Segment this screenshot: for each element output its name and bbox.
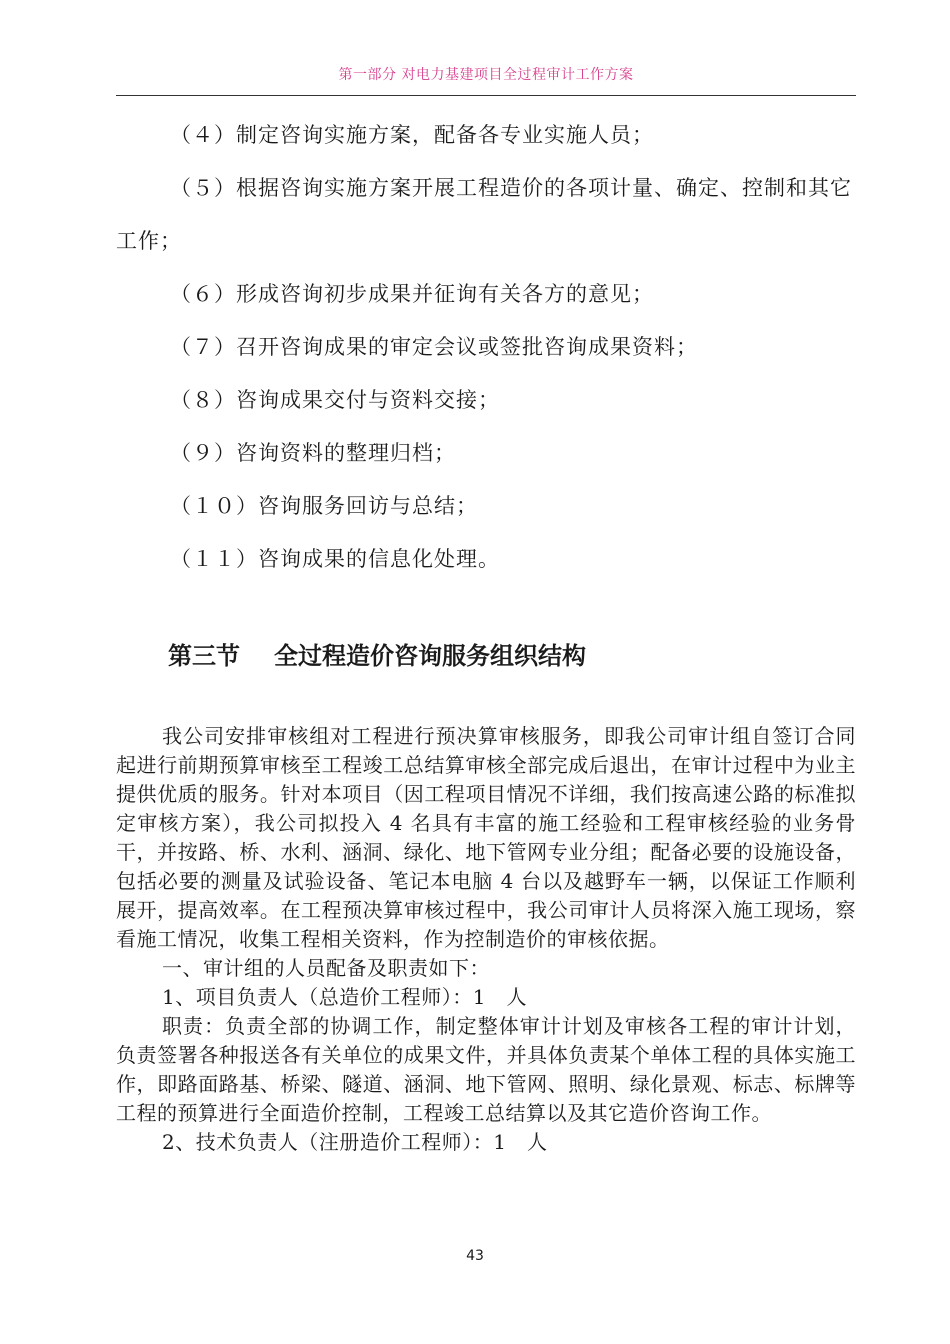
running-header: 第一部分 对电力基建项目全过程审计工作方案: [338, 67, 634, 83]
list-item: （１１）咨询成果的信息化处理。: [170, 547, 500, 571]
section-heading: [168, 636, 586, 671]
list-item-continuation: 工作；: [116, 229, 182, 253]
header-rule: [116, 95, 856, 96]
list-item: （８）咨询成果交付与资料交接；: [170, 388, 500, 412]
body-paragraph: 我公司安排审核组对工程进行预决算审核服务，即我公司审计组自签订合同起进行前期预算审核至工程竣工总结算审核全部完成后退出，在审计过程中为业主提供优质的服务。针对本项目（因工程项目情况不详细，我们按高速公路的标准拟定审核方案），我公司拟投入 4 名具有丰富的施工经验和工程审核经验的业务骨干，并按路、桥、水利、涵洞、绿化、地下管网专业分组；配备必要的设施设备，包括必要的测量及试验设备、笔记本电脑 4 台以及越野车一辆，以保证工作顺利展开，提高效率。在工程预决算审核过程中，我公司审计人员将深入施工现场，察看施工情况，收集工程相关资料，作为控制造价的审核依据。: [116, 724, 856, 951]
section-number: 第三节: [168, 642, 240, 670]
list-item: （９）咨询资料的整理归档；: [170, 441, 456, 465]
list-item: （１０）咨询服务回访与总结；: [170, 494, 478, 518]
body-paragraph: 2、技术负责人（注册造价工程师）：1 人: [162, 1130, 548, 1154]
body-paragraph: 职责：负责全部的协调工作，制定整体审计计划及审核各工程的审计计划，负责签署各种报送各有关单位的成果文件，并具体负责某个单体工程的具体实施工作，即路面路基、桥梁、隧道、涵洞、地下管网、照明、绿化景观、标志、标牌等工程的预算进行全面造价控制，工程竣工总结算以及其它造价咨询工作。: [116, 1014, 856, 1125]
list-item: （７）召开咨询成果的审定会议或签批咨询成果资料；: [170, 335, 698, 359]
body-paragraph: 一、审计组的人员配备及职责如下：: [162, 956, 490, 980]
page-number: 43: [466, 1248, 484, 1264]
list-item: （４）制定咨询实施方案，配备各专业实施人员；: [170, 123, 654, 147]
body-text: [116, 722, 856, 1157]
body-paragraph: 1、项目负责人（总造价工程师）：1 人: [162, 985, 527, 1009]
section-title: 全过程造价咨询服务组织结构: [274, 642, 586, 670]
list-item: （６）形成咨询初步成果并征询有关各方的意见；: [170, 282, 654, 306]
list-item: （５）根据咨询实施方案开展工程造价的各项计量、确定、控制和其它: [170, 176, 852, 200]
